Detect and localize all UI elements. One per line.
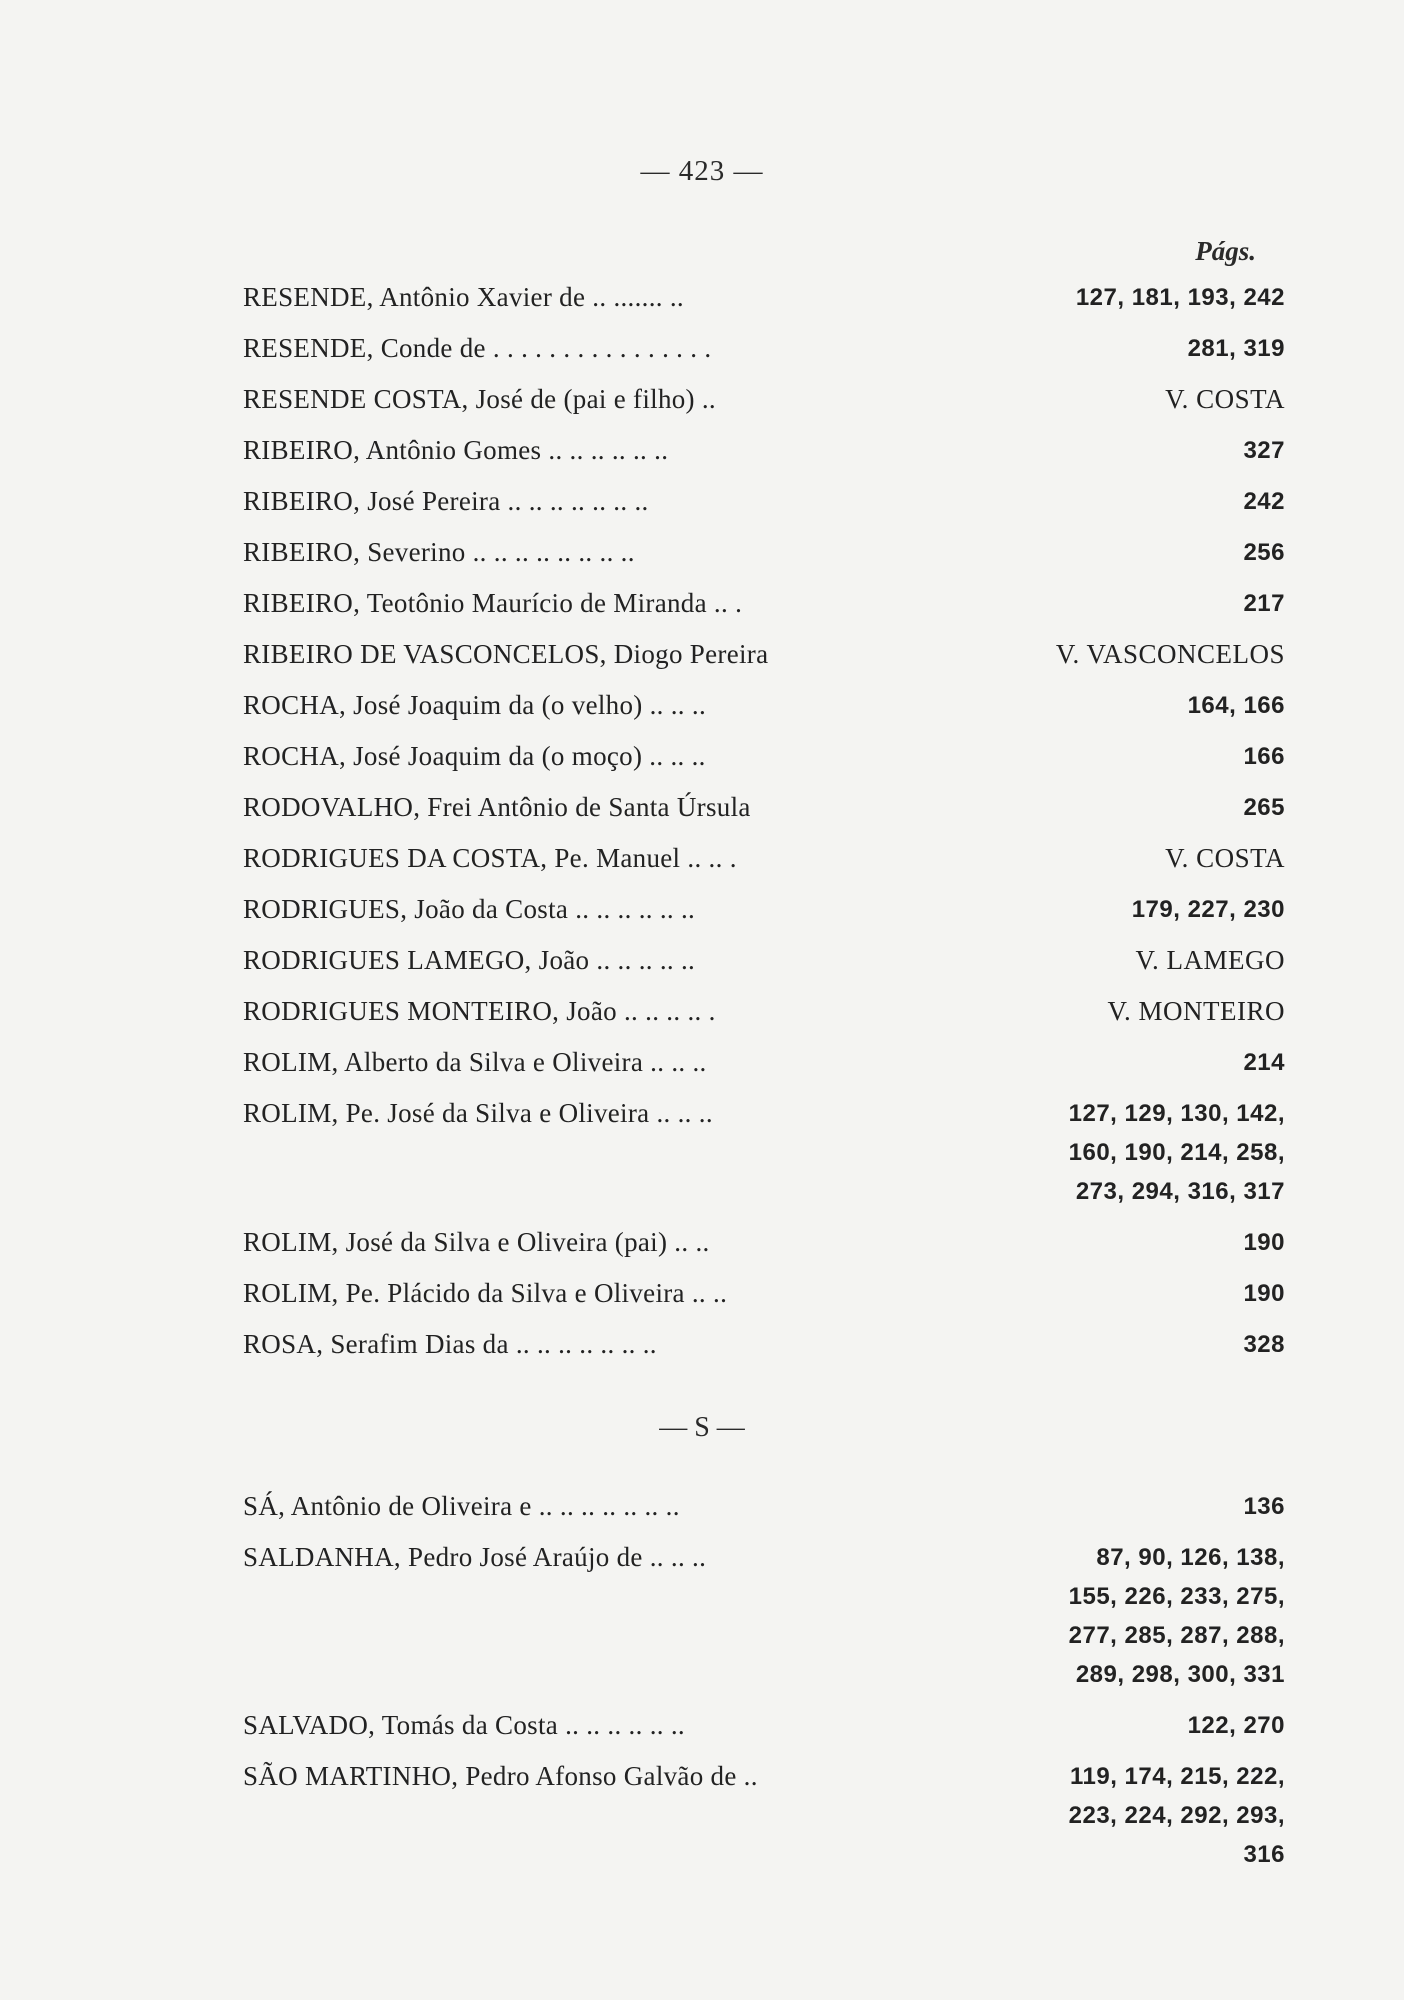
entry-name: RODRIGUES DA COSTA, Pe. Manuel .. .. . [243, 843, 737, 873]
page-numbers-line: 122, 270 [1187, 1712, 1285, 1739]
page-numbers-line: 166 [1243, 743, 1285, 770]
index-entry [243, 1043, 1285, 1082]
page-numbers-line: 127, 181, 193, 242 [1075, 284, 1285, 311]
entry-name: RIBEIRO DE VASCONCELOS, Diogo Pereira [243, 639, 769, 669]
index-entry [243, 1094, 1285, 1211]
entry-cross-reference [925, 941, 1285, 980]
index-entry [243, 839, 1285, 878]
page-numbers-line: V. COSTA [1165, 843, 1285, 873]
entry-page-numbers [925, 584, 1285, 623]
entry-page-numbers [925, 1094, 1285, 1211]
entry-page-numbers [925, 1223, 1285, 1262]
index-entry [243, 890, 1285, 929]
index-entry [243, 1223, 1285, 1262]
entry-name: RODRIGUES, João da Costa .. .. .. .. .. .. [243, 894, 696, 924]
entry-page-numbers [925, 1274, 1285, 1313]
entry-page-numbers [925, 431, 1285, 470]
page-numbers-line: 190 [1243, 1229, 1285, 1256]
page-numbers-line: V. LAMEGO [1135, 945, 1285, 975]
pages-column-header: Págs. [1195, 236, 1256, 266]
page-numbers-line: 217 [1243, 590, 1285, 617]
entry-page-numbers [925, 890, 1285, 929]
index-entry [243, 1757, 1285, 1874]
entry-page-numbers [925, 686, 1285, 725]
entry-name: RIBEIRO, Teotônio Maurício de Miranda .. . [243, 588, 743, 618]
index-entry [243, 533, 1285, 572]
entry-name: SALVADO, Tomás da Costa .. .. .. .. .. .. [243, 1710, 685, 1740]
page-numbers-line: 242 [1243, 488, 1285, 515]
entry-page-numbers [925, 1487, 1285, 1526]
entry-name: ROCHA, José Joaquim da (o velho) .. .. .. [243, 690, 707, 720]
page-numbers-line: 289, 298, 300, 331 [1075, 1661, 1285, 1688]
index-entry [243, 686, 1285, 725]
page-numbers-line: 155, 226, 233, 275, [1068, 1583, 1285, 1610]
index-entry [243, 1325, 1285, 1364]
page-numbers-line: 223, 224, 292, 293, [1068, 1802, 1285, 1829]
entry-name: ROLIM, Alberto da Silva e Oliveira .. .. .. [243, 1047, 707, 1077]
entry-name: ROLIM, Pe. Plácido da Silva e Oliveira .. .. [243, 1278, 728, 1308]
page-numbers-line: 281, 319 [1187, 335, 1285, 362]
index-entry [243, 329, 1285, 368]
index-entry [243, 431, 1285, 470]
page-numbers-line: 190 [1243, 1280, 1285, 1307]
entry-name: RODRIGUES LAMEGO, João .. .. .. .. .. [243, 945, 696, 975]
index-entry [243, 482, 1285, 521]
index-section-s [243, 1487, 1285, 1886]
entry-cross-reference [925, 839, 1285, 878]
entry-name: RESENDE, Conde de . . . . . . . . . . . . . . . . [243, 333, 712, 363]
entry-name: ROSA, Serafim Dias da .. .. .. .. .. .. .. [243, 1329, 657, 1359]
index-entry [243, 992, 1285, 1031]
entry-name: RIBEIRO, Severino .. .. .. .. .. .. .. .. [243, 537, 635, 567]
entry-name: RESENDE COSTA, José de (pai e filho) .. [243, 384, 716, 414]
entry-name: SÃO MARTINHO, Pedro Afonso Galvão de .. [243, 1761, 758, 1791]
entry-page-numbers [925, 533, 1285, 572]
entry-page-numbers [925, 1538, 1285, 1694]
entry-page-numbers [925, 278, 1285, 317]
entry-page-numbers [925, 788, 1285, 827]
index-entry [243, 1487, 1285, 1526]
page-numbers-line: 273, 294, 316, 317 [1075, 1178, 1285, 1205]
entry-name: RODOVALHO, Frei Antônio de Santa Úrsula [243, 792, 751, 822]
entry-page-numbers [925, 1325, 1285, 1364]
entry-name: RESENDE, Antônio Xavier de .. ....... .. [243, 282, 684, 312]
entry-page-numbers [925, 329, 1285, 368]
entry-page-numbers [925, 1706, 1285, 1745]
entry-name: ROCHA, José Joaquim da (o moço) .. .. .. [243, 741, 706, 771]
index-entry [243, 584, 1285, 623]
entry-page-numbers [925, 1757, 1285, 1874]
page-numbers-line: 328 [1243, 1331, 1285, 1358]
page-numbers-line: 127, 129, 130, 142, [1068, 1100, 1285, 1127]
entry-page-numbers [925, 737, 1285, 776]
entry-cross-reference [925, 380, 1285, 419]
page-numbers-line: 214 [1243, 1049, 1285, 1076]
index-entry [243, 278, 1285, 317]
page-numbers-line: 179, 227, 230 [1131, 896, 1285, 923]
index-entry [243, 1538, 1285, 1694]
entry-name: RIBEIRO, José Pereira .. .. .. .. .. .. .. [243, 486, 649, 516]
index-entry [243, 941, 1285, 980]
page-numbers-line: 160, 190, 214, 258, [1068, 1139, 1285, 1166]
page-numbers-line: V. MONTEIRO [1107, 996, 1285, 1026]
entry-page-numbers [925, 482, 1285, 521]
entry-name: RIBEIRO, Antônio Gomes .. .. .. .. .. .. [243, 435, 669, 465]
page-number: — 423 — [640, 155, 764, 187]
entry-page-numbers [925, 1043, 1285, 1082]
index-entry [243, 380, 1285, 419]
entry-name: SALDANHA, Pedro José Araújo de .. .. .. [243, 1542, 707, 1572]
entry-name: ROLIM, Pe. José da Silva e Oliveira .. .. .. [243, 1098, 713, 1128]
page-numbers-line: 164, 166 [1187, 692, 1285, 719]
page-numbers-line: 87, 90, 126, 138, [1096, 1544, 1285, 1571]
page-numbers-line: 327 [1243, 437, 1285, 464]
page-numbers-line: 277, 285, 287, 288, [1068, 1622, 1285, 1649]
page-numbers-line: 119, 174, 215, 222, [1069, 1763, 1285, 1790]
page-numbers-line: 136 [1243, 1493, 1285, 1520]
page-numbers-line: 256 [1243, 539, 1285, 566]
index-entry [243, 788, 1285, 827]
index-section-r [243, 278, 1285, 1376]
page-numbers-line: V. COSTA [1165, 384, 1285, 414]
entry-cross-reference [925, 992, 1285, 1031]
entry-cross-reference [925, 635, 1285, 674]
letter-divider-s: — S — [659, 1412, 745, 1443]
entry-name: RODRIGUES MONTEIRO, João .. .. .. .. . [243, 996, 716, 1026]
index-entry [243, 635, 1285, 674]
page-numbers-line: V. VASCONCELOS [1055, 639, 1285, 669]
entry-name: SÁ, Antônio de Oliveira e .. .. .. .. .. .. .. [243, 1491, 680, 1521]
index-entry [243, 1706, 1285, 1745]
page-numbers-line: 316 [1243, 1841, 1285, 1868]
index-entry [243, 1274, 1285, 1313]
page-numbers-line: 265 [1243, 794, 1285, 821]
entry-name: ROLIM, José da Silva e Oliveira (pai) .. .. [243, 1227, 710, 1257]
index-entry [243, 737, 1285, 776]
